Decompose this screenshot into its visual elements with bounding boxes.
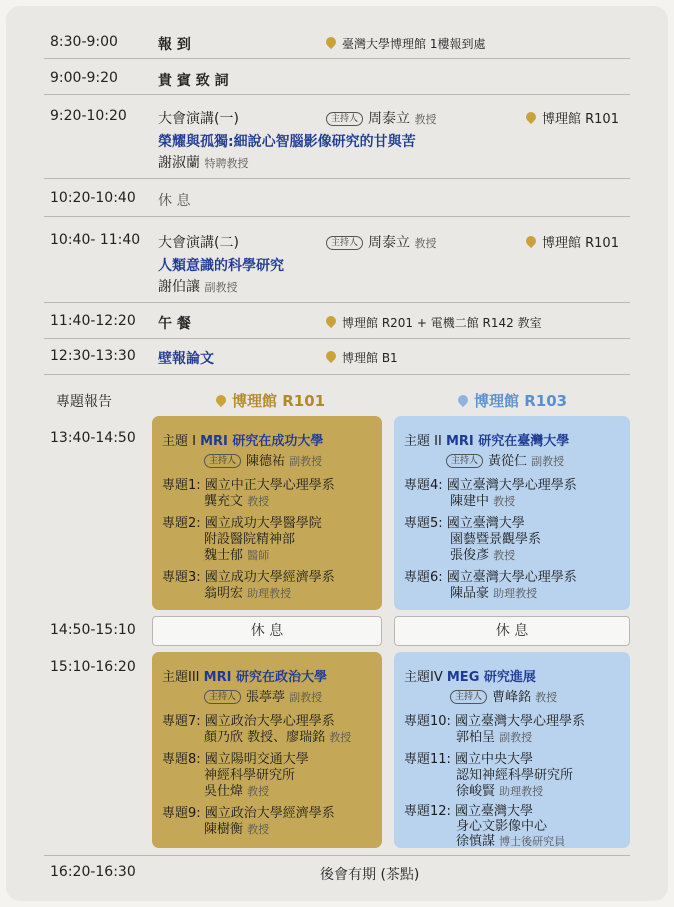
location-pin-icon — [324, 35, 338, 49]
event-3: 大會演講(一) — [158, 111, 239, 127]
session-card-1: 主題 I MRI 研究在成功大學 主持人 陳德祐 副教授 專題1: 國立中正大學心理學系 龔充文 教授 專題2: 國立成功大學醫學院 附設醫院精神部 魏士郁 醫師 專題3: 國立成功大學經濟學系 翁明宏 助理教授 — [152, 416, 382, 610]
host-3: 主持人 周泰立 教授 — [326, 108, 436, 128]
time-end: 16:20-16:30 — [50, 864, 136, 880]
divider — [44, 216, 630, 217]
time-session-1: 13:40-14:50 — [50, 430, 136, 446]
session-card-4: 主題IV MEG 研究進展 主持人 曹峰銘 教授 專題10: 國立臺灣大學心理學系 郭柏呈 副教授 專題11: 國立中央大學 認知神經科學研究所 徐峻賢 助理教授 專題12: 國立臺灣大學 身心文影像中心 徐慎謀 博士後研究員 — [394, 652, 630, 848]
event-1: 報 到 — [158, 37, 191, 53]
time-4: 10:20-10:40 — [50, 190, 136, 206]
divider — [44, 94, 630, 95]
time-3: 9:20-10:20 — [50, 108, 127, 124]
location-1: 臺灣大學博理館 1樓報到處 — [326, 35, 485, 52]
location-5: 博理館 R101 — [526, 232, 619, 251]
time-2: 9:00-9:20 — [50, 70, 118, 86]
location-6: 博理館 R201 + 電機二館 R142 教室 — [326, 314, 542, 331]
sessions-label: 專題報告 — [56, 394, 112, 410]
time-session-2: 15:10-16:20 — [50, 659, 136, 675]
session-card-2: 主題 II MRI 研究在臺灣大學 主持人 黃從仁 副教授 專題4: 國立臺灣大學心理學系 陳建中 教授 專題5: 國立臺灣大學 園藝暨景觀學系 張俊彥 教授 專題6: 國立臺灣大學心理學系 陳品豪 助理教授 — [394, 416, 630, 610]
talk-title-1: 榮耀與孤獨:細說心智腦影像研究的甘與苦 — [158, 134, 416, 150]
event-7: 壁報論文 — [158, 351, 214, 367]
divider — [44, 338, 630, 339]
location-pin-icon — [456, 393, 470, 407]
location-7: 博理館 B1 — [326, 349, 398, 366]
talk-title-2: 人類意識的科學研究 — [158, 258, 284, 274]
host-5: 主持人 周泰立 教授 — [326, 232, 436, 252]
time-1: 8:30-9:00 — [50, 34, 118, 50]
event-5: 大會演講(二) — [158, 235, 239, 251]
break-box-1: 休 息 — [152, 616, 382, 646]
location-pin-icon — [524, 234, 538, 248]
divider — [44, 58, 630, 59]
location-pin-icon — [324, 314, 338, 328]
speaker-1: 謝淑蘭 特聘教授 — [158, 155, 249, 171]
room-header-2: 博理館 R103 — [458, 390, 567, 411]
location-pin-icon — [214, 393, 228, 407]
event-6: 午 餐 — [158, 316, 191, 332]
session-card-3: 主題III MRI 研究在政治大學 主持人 張葶葶 副教授 專題7: 國立政治大學心理學系 顏乃欣 教授、廖瑞銘 教授 專題8: 國立陽明交通大學 神經科學研究所 吳仕煒 教授 專題9: 國立政治大學經濟學系 陳樹衡 教授 — [152, 652, 382, 848]
room-header-1: 博理館 R101 — [216, 390, 325, 411]
location-pin-icon — [324, 349, 338, 363]
time-5: 10:40- 11:40 — [50, 232, 141, 248]
location-pin-icon — [524, 110, 538, 124]
time-6: 11:40-12:20 — [50, 313, 136, 329]
event-4: 休 息 — [158, 193, 191, 209]
break-box-2: 休 息 — [394, 616, 630, 646]
divider — [44, 302, 630, 303]
divider — [44, 374, 630, 375]
time-break: 14:50-15:10 — [50, 622, 136, 638]
time-7: 12:30-13:30 — [50, 348, 136, 364]
location-3: 博理館 R101 — [526, 108, 619, 127]
divider — [44, 178, 630, 179]
event-2: 貴 賓 致 詞 — [158, 73, 229, 89]
divider — [44, 855, 630, 856]
speaker-2: 謝伯讓 副教授 — [158, 279, 238, 295]
closing-event: 後會有期 (茶點) — [320, 867, 420, 883]
